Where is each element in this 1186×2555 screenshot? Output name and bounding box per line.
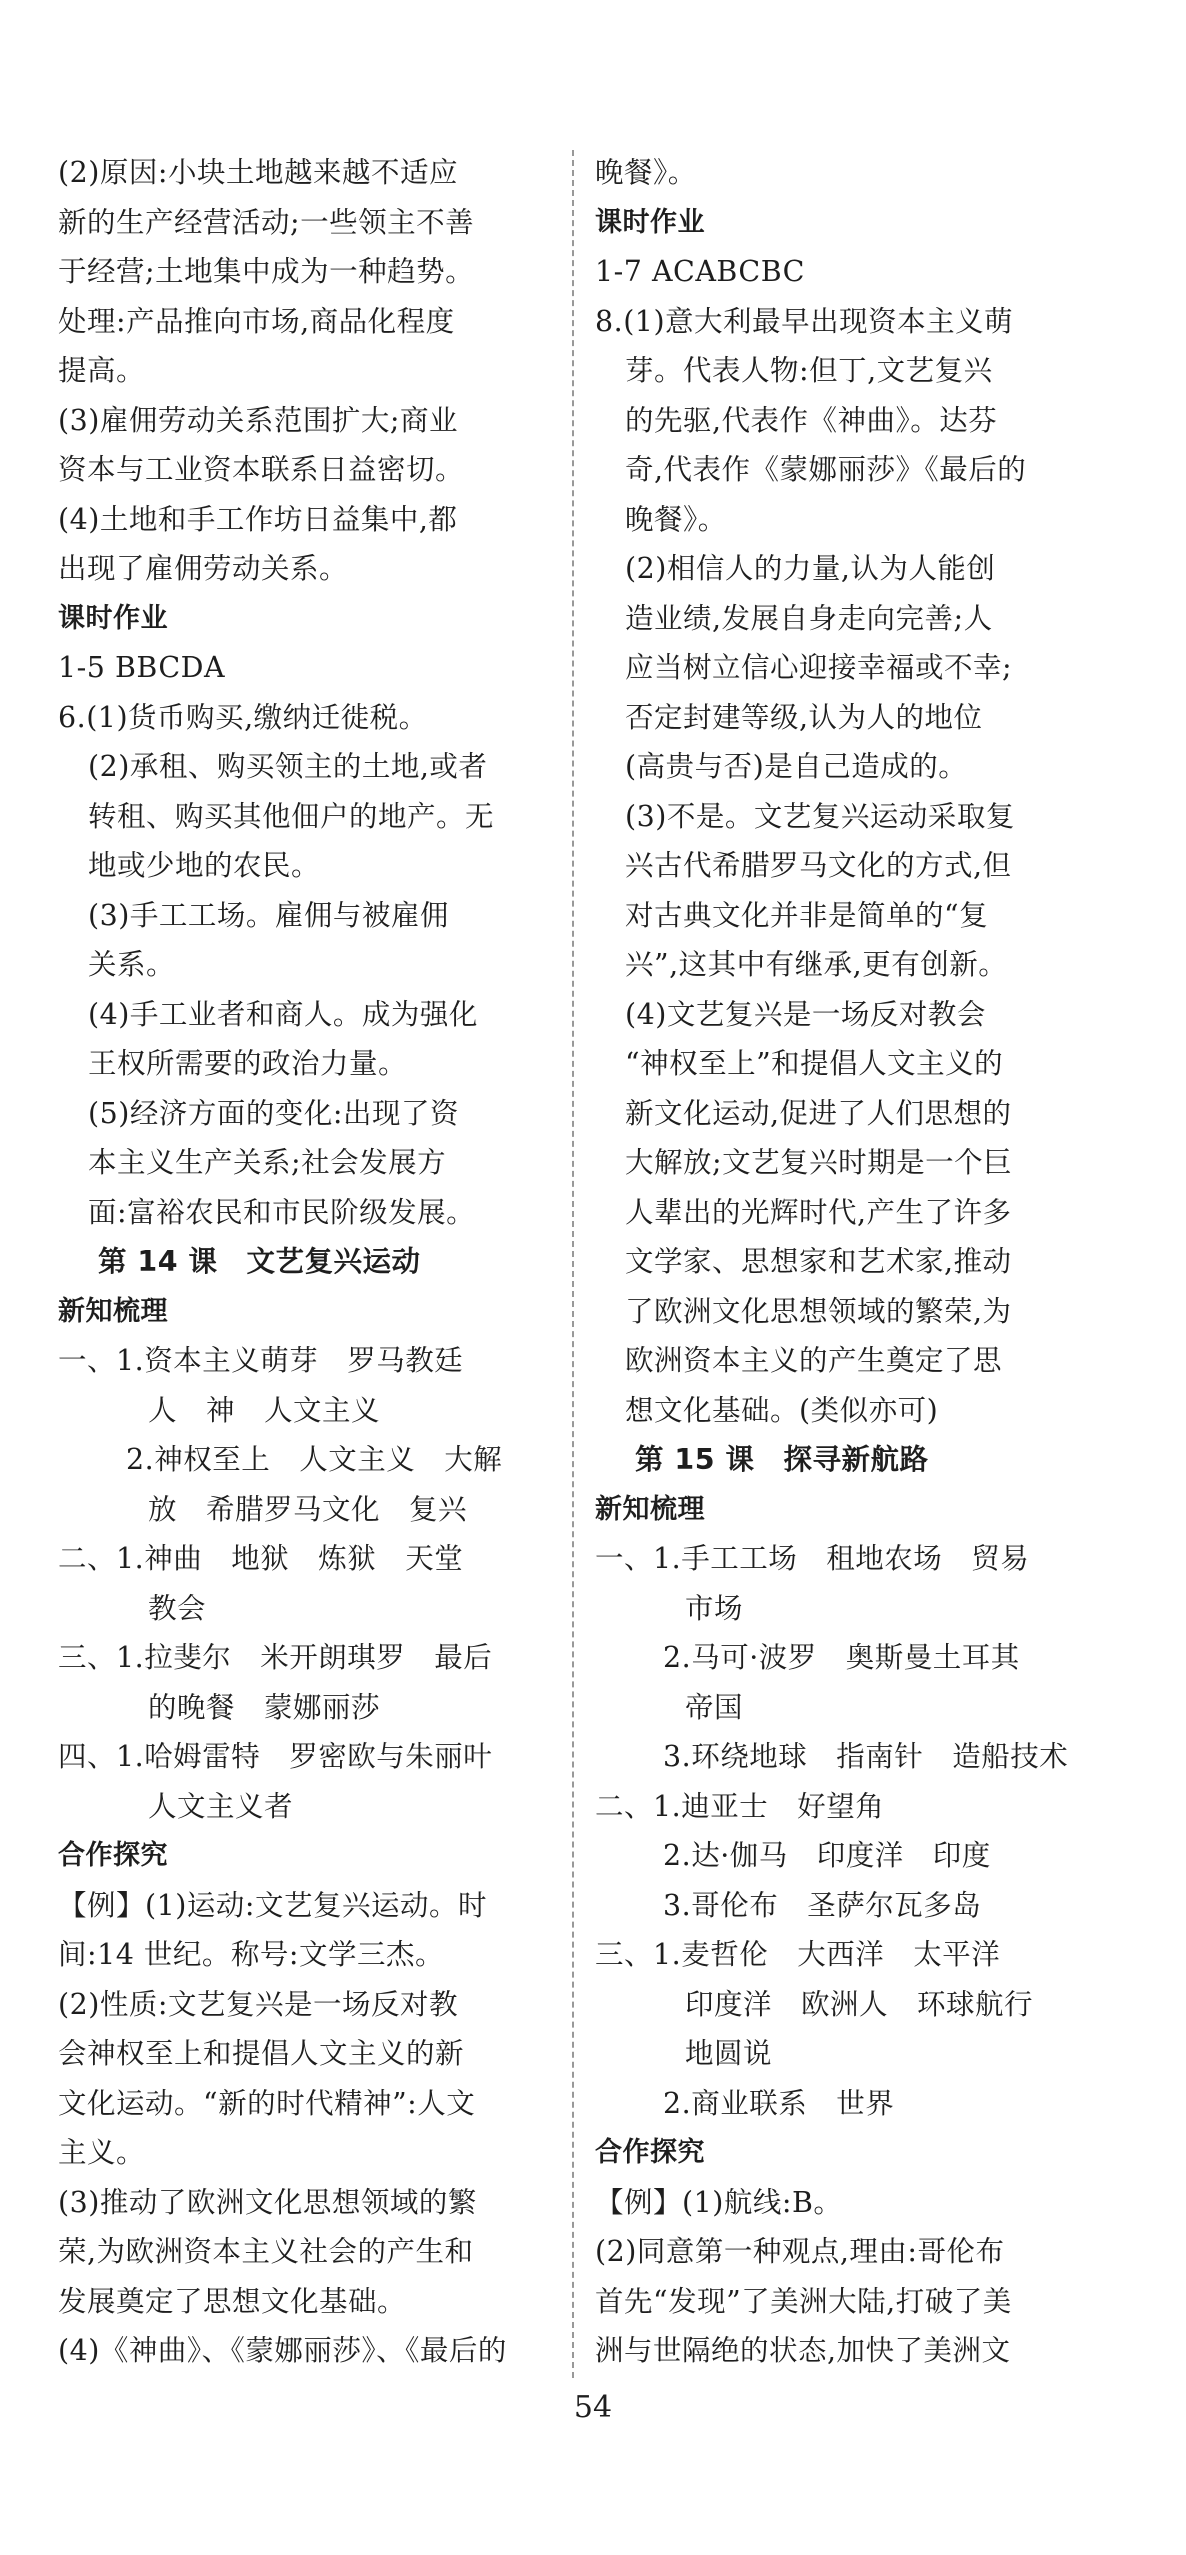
text-line: 文化运动。“新的时代精神”:人文 (58, 2086, 476, 2120)
text-line: (4)土地和手工作坊日益集中,都 (58, 502, 458, 536)
text-line: 欧洲资本主义的产生奠定了思 (625, 1344, 1003, 1377)
text-line: 芽。代表人物:但丁,文艺复兴 (625, 354, 993, 387)
text-line: 发展奠定了思想文化基础。 (58, 2284, 407, 2318)
text-line: (2)承租、购买领主的土地,或者 (88, 750, 488, 783)
text-line: 大解放;文艺复兴时期是一个巨 (625, 1146, 1013, 1179)
text-line: (2)相信人的力量,认为人能创 (625, 552, 996, 585)
text-line: 3.哥伦布 圣萨尔瓦多岛 (663, 1888, 982, 1922)
text-line: 晚餐》。 (595, 156, 697, 189)
column-divider (572, 150, 574, 2378)
text-line: 2.马可·波罗 奥斯曼土耳其 (663, 1641, 1020, 1674)
text-line: 面:富裕农民和市民阶级发展。 (88, 1195, 476, 1229)
section-heading: 课时作业 (595, 206, 705, 238)
text-line: 市场 (685, 1591, 744, 1625)
text-line: 人辈出的光辉时代,产生了许多 (625, 1195, 1012, 1229)
text-line: 帝国 (685, 1690, 744, 1724)
text-line: 应当树立信心迎接幸福或不幸; (625, 651, 1013, 684)
text-line: 一、1.资本主义萌芽 罗马教廷 (58, 1344, 464, 1377)
text-line: 四、1.哈姆雷特 罗密欧与朱丽叶 (58, 1740, 493, 1773)
text-line: 出现了雇佣劳动关系。 (58, 552, 349, 585)
section-heading: 新知梳理 (595, 1493, 705, 1525)
text-line: 2.商业联系 世界 (663, 2086, 895, 2120)
text-line: (3)雇佣劳动关系范围扩大;商业 (58, 403, 458, 437)
text-line: (3)手工工场。雇佣与被雇佣 (88, 898, 449, 932)
text-line: 资本与工业资本联系日益密切。 (58, 453, 465, 486)
text-line: 的先驱,代表作《神曲》。达芬 (625, 403, 998, 437)
text-line: 地或少地的农民。 (88, 849, 321, 882)
text-line: 了欧洲文化思想领域的繁荣,为 (625, 1294, 1012, 1328)
text-line: (高贵与否)是自己造成的。 (625, 750, 968, 783)
text-line: (2)性质:文艺复兴是一场反对教 (58, 1987, 458, 2021)
text-line: 转租、购买其他佃户的地产。无 (88, 799, 495, 833)
text-line: 间:14 世纪。称号:文学三杰。 (58, 1938, 445, 1971)
text-line: 印度洋 欧洲人 环球航行 (685, 1987, 1034, 2021)
text-line: 晚餐》。 (625, 502, 727, 536)
text-line: 教会 (148, 1591, 207, 1625)
text-line: 二、1.神曲 地狱 炼狱 天堂 (58, 1542, 464, 1575)
text-line: (4)文艺复兴是一场反对教会 (625, 997, 986, 1031)
text-line: (3)推动了欧洲文化思想领域的繁 (58, 2185, 477, 2219)
section-heading: 合作探究 (58, 1840, 168, 1871)
section-heading: 课时作业 (58, 602, 168, 634)
text-line: 王权所需要的政治力量。 (88, 1047, 408, 1080)
text-line: 文学家、思想家和艺术家,推动 (625, 1245, 1012, 1278)
text-line: “神权至上”和提倡人文主义的 (625, 1047, 1004, 1080)
text-line: 放 希腊罗马文化 复兴 (148, 1492, 468, 1526)
text-line: 人 神 人文主义 (148, 1393, 381, 1427)
text-line: 否定封建等级,认为人的地位 (625, 700, 983, 734)
text-line: 二、1.迪亚士 好望角 (595, 1789, 885, 1823)
text-line: 提高。 (58, 354, 146, 387)
text-line: 兴”,这其中有继承,更有创新。 (625, 948, 1008, 981)
right-column (595, 148, 1125, 2376)
text-line: 3.环绕地球 指南针 造船技术 (663, 1740, 1069, 1773)
section-heading: 合作探究 (595, 2137, 705, 2168)
text-line: 想文化基础。(类似亦可) (625, 1393, 939, 1427)
text-line: 【例】(1)航线:B。 (595, 2185, 843, 2219)
text-line: (4)手工业者和商人。成为强化 (88, 997, 478, 1031)
left-column (58, 148, 550, 2376)
text-line: 的晚餐 蒙娜丽莎 (148, 1690, 381, 1724)
text-line: 三、1.拉斐尔 米开朗琪罗 最后 (58, 1641, 493, 1674)
text-line: 荣,为欧洲资本主义社会的产生和 (58, 2235, 474, 2268)
text-line: 人文主义者 (148, 1789, 294, 1823)
lesson-title: 第 14 课 文艺复兴运动 (98, 1245, 421, 1278)
page-number: 54 (573, 2390, 613, 2425)
text-line: 2.神权至上 人文主义 大解 (126, 1443, 503, 1476)
text-line: 兴古代希腊罗马文化的方式,但 (625, 849, 1012, 882)
lesson-title: 第 15 课 探寻新航路 (635, 1443, 929, 1476)
text-line: 新文化运动,促进了人们思想的 (625, 1096, 1012, 1130)
text-line: 首先“发现”了美洲大陆,打破了美 (595, 2284, 1012, 2318)
text-line: (3)不是。文艺复兴运动采取复 (625, 799, 1015, 833)
text-line: 1-7 ACABCBC (595, 255, 805, 288)
text-line: 对古典文化并非是简单的“复 (625, 898, 989, 932)
text-line: (5)经济方面的变化:出现了资 (88, 1096, 459, 1130)
text-line: 地圆说 (685, 2037, 773, 2070)
text-line: (4)《神曲》、《蒙娜丽莎》、《最后的 (58, 2334, 507, 2367)
text-line: 2.达·伽马 印度洋 印度 (663, 1839, 991, 1872)
text-line: 主义。 (58, 2136, 146, 2169)
text-line: 本主义生产关系;社会发展方 (88, 1146, 447, 1179)
text-line: 新的生产经营活动;一些领主不善 (58, 205, 475, 239)
text-line: 【例】(1)运动:文艺复兴运动。时 (58, 1888, 487, 1922)
text-line: 造业绩,发展自身走向完善;人 (625, 601, 993, 635)
text-line: 1-5 BBCDA (58, 651, 226, 684)
text-line: (2)同意第一种观点,理由:哥伦布 (595, 2235, 1005, 2268)
text-line: 关系。 (88, 948, 176, 981)
text-line: 6.(1)货币购买,缴纳迁徙税。 (58, 700, 428, 734)
text-line: 洲与世隔绝的状态,加快了美洲文 (595, 2334, 1011, 2367)
text-line: 三、1.麦哲伦 大西洋 太平洋 (595, 1938, 1001, 1971)
text-line: 一、1.手工工场 租地农场 贸易 (595, 1542, 1030, 1575)
text-line: 会神权至上和提倡人文主义的新 (58, 2037, 465, 2070)
section-heading: 新知梳理 (58, 1295, 168, 1327)
text-line: 处理:产品推向市场,商品化程度 (58, 304, 455, 338)
text-line: (2)原因:小块土地越来越不适应 (58, 156, 458, 189)
text-line: 于经营;土地集中成为一种趋势。 (58, 255, 475, 288)
text-line: 8.(1)意大利最早出现资本主义萌 (595, 304, 1014, 338)
text-line: 奇,代表作《蒙娜丽莎》《最后的 (625, 453, 1027, 486)
